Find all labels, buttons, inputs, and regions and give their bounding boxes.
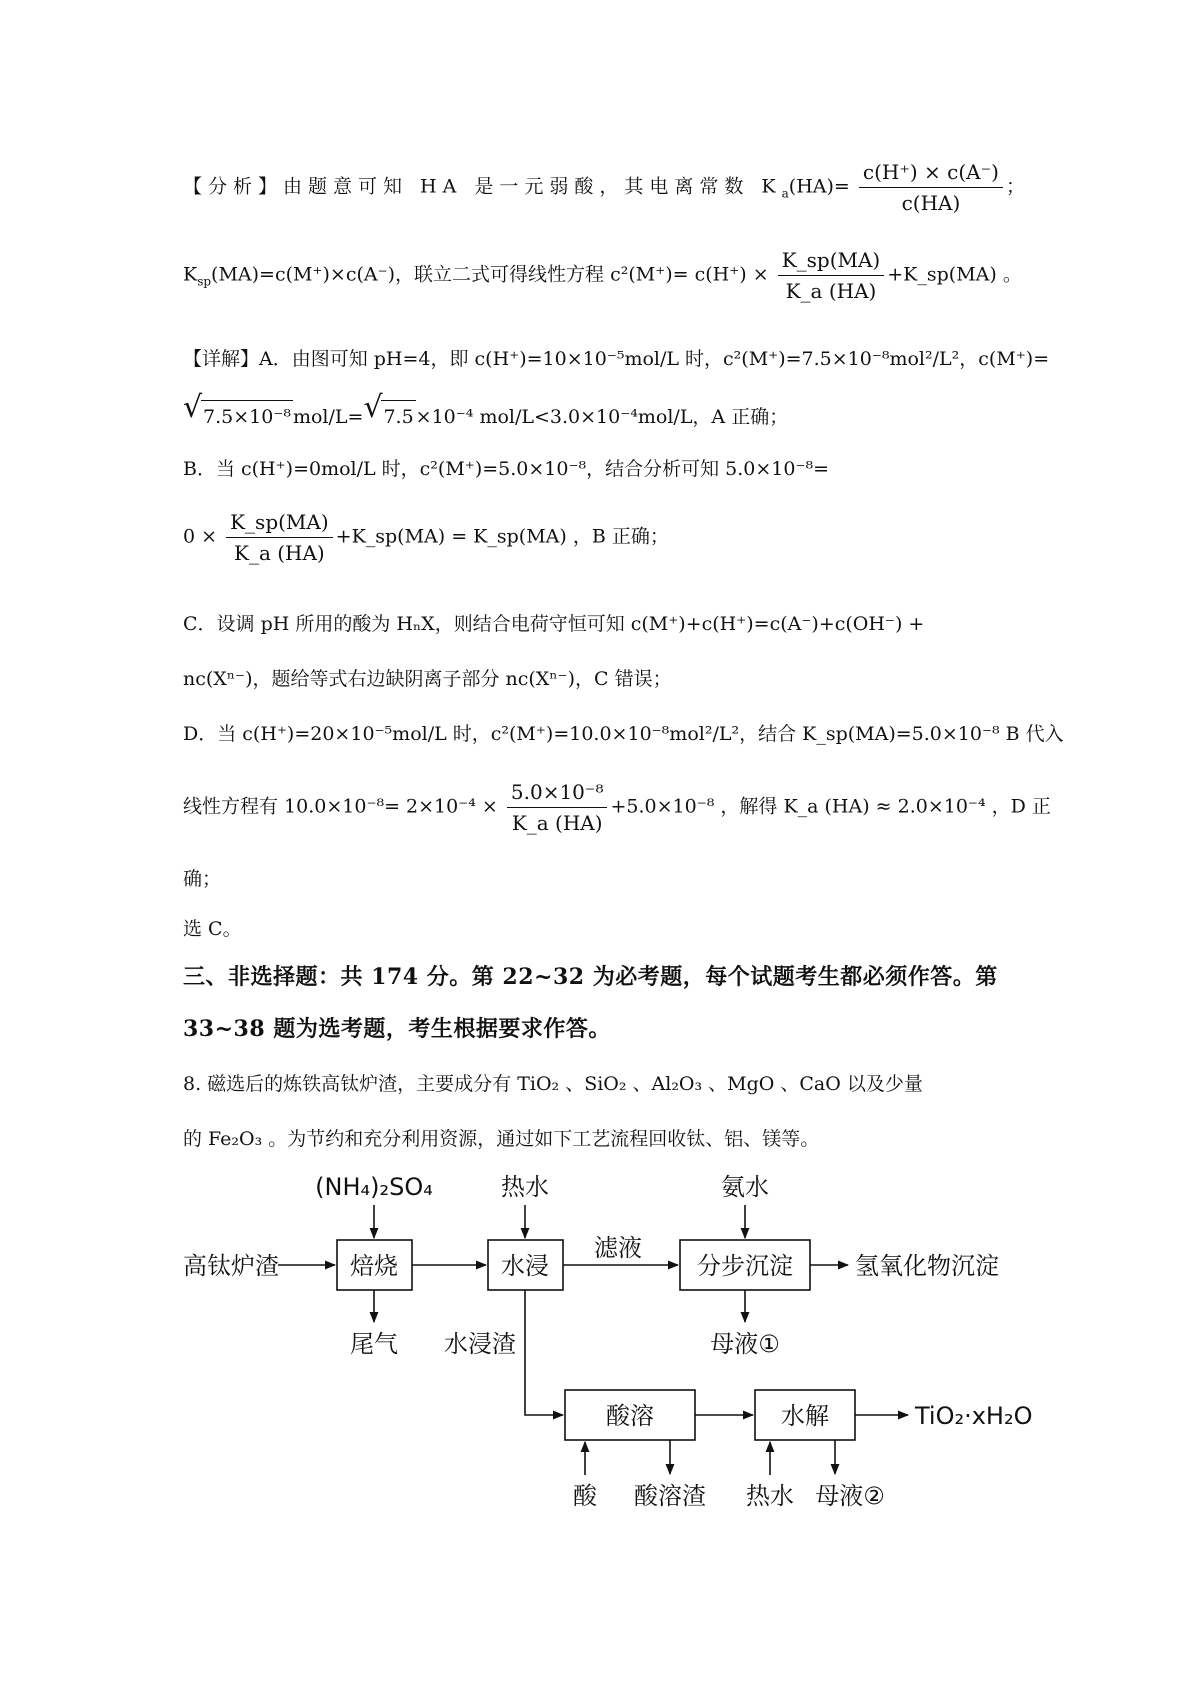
sqrt-expression-2: √ 7.5 xyxy=(363,400,415,431)
question-line-1: 8. 磁选后的炼铁高钛炉渣，主要成分有 TiO₂ 、SiO₂ 、Al₂O₃ 、MgO 、CaO 以及少量 xyxy=(183,1073,923,1095)
analysis-text: 由题意可知 HA 是一元弱酸，其电离常数 K xyxy=(283,175,782,198)
hot-water-2: 热水 xyxy=(746,1482,794,1510)
ka-denominator: c(HA) xyxy=(901,191,961,215)
acid-residue-output: 酸溶渣 xyxy=(634,1482,706,1510)
question-line-2: 的 Fe₂O₃ 。为节约和充分利用资源，通过如下工艺流程回收钛、铝、镁等。 xyxy=(183,1128,820,1150)
analysis-label: 【分析】 xyxy=(183,175,284,198)
water-leach-label: 水浸 xyxy=(501,1252,549,1280)
detail-d-pre: 线性方程有 10.0×10⁻⁸= 2×10⁻⁴ × xyxy=(183,795,498,818)
detail-c-line-1: C．设调 pH 所用的酸为 HₙX，则结合电荷守恒可知 c(M⁺)+c(H⁺)=c(A⁻)+c(OH⁻) + xyxy=(183,613,925,635)
detail-d-numerator: 5.0×10⁻⁸ xyxy=(507,780,608,808)
input-slag: 高钛炉渣 xyxy=(183,1252,279,1280)
reagent-ammonium-sulfate: (NH₄)₂SO₄ xyxy=(315,1173,433,1201)
ka-after: (HA)= xyxy=(788,175,850,198)
linear-eq-numerator: K_sp(MA) xyxy=(778,248,885,276)
detail-b-line-1: B．当 c(H⁺)=0mol/L 时，c²(M⁺)=5.0×10⁻⁸，结合分析可知 5.0×10⁻⁸= xyxy=(183,458,830,480)
filtrate-label: 滤液 xyxy=(594,1234,642,1262)
detail-d-tail: +5.0×10⁻⁸ ，解得 K_a (HA) ≈ 2.0×10⁻⁴ ，D 正 xyxy=(610,795,1051,818)
detail-c-line-2: nc(Xⁿ⁻)，题给等式右边缺阴离子部分 nc(Xⁿ⁻)，C 错误； xyxy=(183,668,672,690)
detail-b-pre: 0 × xyxy=(183,525,218,548)
detail-b-tail: +K_sp(MA) = K_sp(MA) ，B 正确； xyxy=(335,525,669,548)
reagent-hot-water-1: 热水 xyxy=(501,1173,549,1201)
acid-input: 酸 xyxy=(573,1482,597,1510)
linear-eq-denominator: K_a (HA) xyxy=(785,279,877,303)
ka-subscript: a xyxy=(781,186,789,201)
section-heading-line-2: 33~38 题为选考题，考生根据要求作答。 xyxy=(183,1016,611,1042)
analysis-line-2-tail: +K_sp(MA) 。 xyxy=(887,263,1022,286)
ka-numerator: c(H⁺) × c(A⁻) xyxy=(859,160,1003,188)
ksp-symbol: K xyxy=(183,263,198,286)
analysis-line-1-tail: ； xyxy=(1005,175,1025,198)
reagent-ammonia: 氨水 xyxy=(721,1173,769,1201)
detail-b-denominator: K_a (HA) xyxy=(234,541,325,565)
step-precipitation-label: 分步沉淀 xyxy=(697,1252,793,1280)
detail-a-line-1: 【详解】A．由图可知 pH=4，即 c(H⁺)=10×10⁻⁵mol/L 时，c²(M⁺)=7.5×10⁻⁸mol²/L²，c(M⁺)= xyxy=(183,348,1050,370)
mother-liquor-2: 母液② xyxy=(815,1482,885,1510)
roast-label: 焙烧 xyxy=(350,1252,398,1280)
tio2-output: TiO₂·xH₂O xyxy=(915,1402,1033,1430)
hydrolysis-label: 水解 xyxy=(781,1402,829,1430)
section-heading-line-1: 三、非选择题：共 174 分。第 22~32 为必考题，每个试题考生都必须作答。第 xyxy=(183,964,998,990)
tail-gas-output: 尾气 xyxy=(350,1330,398,1358)
ksp-subscript: sp xyxy=(197,274,212,289)
detail-d-denominator: K_a (HA) xyxy=(511,811,603,835)
sqrt-expression-1: √ 7.5×10⁻⁸ xyxy=(183,400,293,431)
detail-b-numerator: K_sp(MA) xyxy=(226,510,333,538)
detail-a-tail: ×10⁻⁴ mol/L<3.0×10⁻⁴mol/L，A 正确； xyxy=(415,406,789,428)
detail-d-line-3: 确； xyxy=(183,868,222,890)
detail-d-line-1: D．当 c(H⁺)=20×10⁻⁵mol/L 时，c²(M⁺)=10.0×10⁻⁸mol²/L²，结合 K_sp(MA)=5.0×10⁻⁸ B 代入 xyxy=(183,723,1064,745)
analysis-line-2-text: (MA)=c(M⁺)×c(A⁻)，联立二式可得线性方程 c²(M⁺)= c(H⁺) × xyxy=(211,263,769,286)
detail-a-mid: mol/L= xyxy=(292,406,364,428)
arrow-waterleach-to-acidleach xyxy=(525,1290,563,1415)
leach-residue-output: 水浸渣 xyxy=(444,1330,516,1358)
answer-line: 选 C。 xyxy=(183,918,242,940)
mother-liquor-1: 母液① xyxy=(710,1330,780,1358)
acid-leach-label: 酸溶 xyxy=(606,1402,654,1430)
hydroxide-output: 氢氧化物沉淀 xyxy=(855,1252,999,1280)
